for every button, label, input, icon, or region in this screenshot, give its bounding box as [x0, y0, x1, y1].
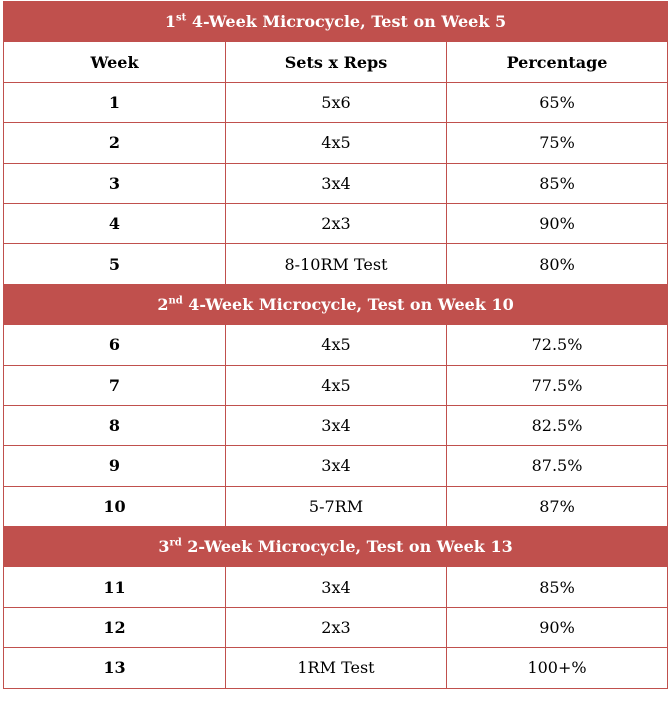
sets-reps-cell: 2x3	[226, 203, 447, 243]
section-title	[4, 2, 668, 42]
column-header-sets-reps: Sets x Reps	[226, 42, 447, 82]
percentage-cell: 77.5%	[447, 365, 668, 405]
percentage-cell: 100+%	[447, 648, 668, 688]
percentage-cell: 65%	[447, 82, 668, 122]
section-title	[4, 527, 668, 567]
table-row	[4, 82, 668, 122]
table-row	[4, 244, 668, 284]
section-header-row	[4, 527, 668, 567]
week-cell: 1	[4, 82, 226, 122]
column-header-row	[4, 42, 668, 82]
table-row	[4, 405, 668, 445]
percentage-cell: 75%	[447, 123, 668, 163]
section-ordinal-suffix: nd	[168, 295, 183, 307]
week-cell: 3	[4, 163, 226, 203]
week-cell: 11	[4, 567, 226, 607]
sets-reps-cell: 4x5	[226, 123, 447, 163]
column-header-week: Week	[4, 42, 226, 82]
section-ordinal: 2	[157, 294, 169, 314]
table-row	[4, 607, 668, 647]
percentage-cell: 85%	[447, 163, 668, 203]
week-cell: 9	[4, 446, 226, 486]
training-schedule-table	[3, 1, 668, 689]
column-header-percentage: Percentage	[447, 42, 668, 82]
week-cell: 8	[4, 405, 226, 445]
sets-reps-cell: 3x4	[226, 163, 447, 203]
week-cell: 5	[4, 244, 226, 284]
week-cell: 10	[4, 486, 226, 526]
section-title-text: 4-Week Microcycle, Test on Week 5	[186, 12, 507, 32]
percentage-cell: 90%	[447, 203, 668, 243]
percentage-cell: 90%	[447, 607, 668, 647]
table-row	[4, 365, 668, 405]
week-cell: 7	[4, 365, 226, 405]
sets-reps-cell: 3x4	[226, 405, 447, 445]
table-row	[4, 486, 668, 526]
week-cell: 6	[4, 325, 226, 365]
section-ordinal: 3	[158, 537, 170, 557]
week-cell: 13	[4, 648, 226, 688]
section-title	[4, 284, 668, 324]
sets-reps-cell: 5-7RM	[226, 486, 447, 526]
section-header-row	[4, 2, 668, 42]
sets-reps-cell: 4x5	[226, 325, 447, 365]
section-title-text: 2-Week Microcycle, Test on Week 13	[181, 537, 513, 557]
section-ordinal-suffix: rd	[169, 537, 182, 549]
table-row	[4, 163, 668, 203]
week-cell: 12	[4, 607, 226, 647]
section-title-text: 4-Week Microcycle, Test on Week 10	[182, 294, 514, 314]
section-header-row	[4, 284, 668, 324]
sets-reps-cell: 8-10RM Test	[226, 244, 447, 284]
percentage-cell: 82.5%	[447, 405, 668, 445]
week-cell: 4	[4, 203, 226, 243]
percentage-cell: 80%	[447, 244, 668, 284]
sets-reps-cell: 3x4	[226, 567, 447, 607]
sets-reps-cell: 3x4	[226, 446, 447, 486]
sets-reps-cell: 4x5	[226, 365, 447, 405]
table-row	[4, 203, 668, 243]
percentage-cell: 87%	[447, 486, 668, 526]
percentage-cell: 72.5%	[447, 325, 668, 365]
table-row	[4, 446, 668, 486]
sets-reps-cell: 5x6	[226, 82, 447, 122]
section-ordinal-suffix: st	[176, 12, 187, 24]
table-row	[4, 567, 668, 607]
sets-reps-cell: 2x3	[226, 607, 447, 647]
percentage-cell: 87.5%	[447, 446, 668, 486]
percentage-cell: 85%	[447, 567, 668, 607]
table-body	[4, 2, 668, 689]
sets-reps-cell: 1RM Test	[226, 648, 447, 688]
table-row	[4, 123, 668, 163]
section-ordinal: 1	[164, 12, 177, 32]
table-row	[4, 648, 668, 688]
week-cell: 2	[4, 123, 226, 163]
table-row	[4, 325, 668, 365]
